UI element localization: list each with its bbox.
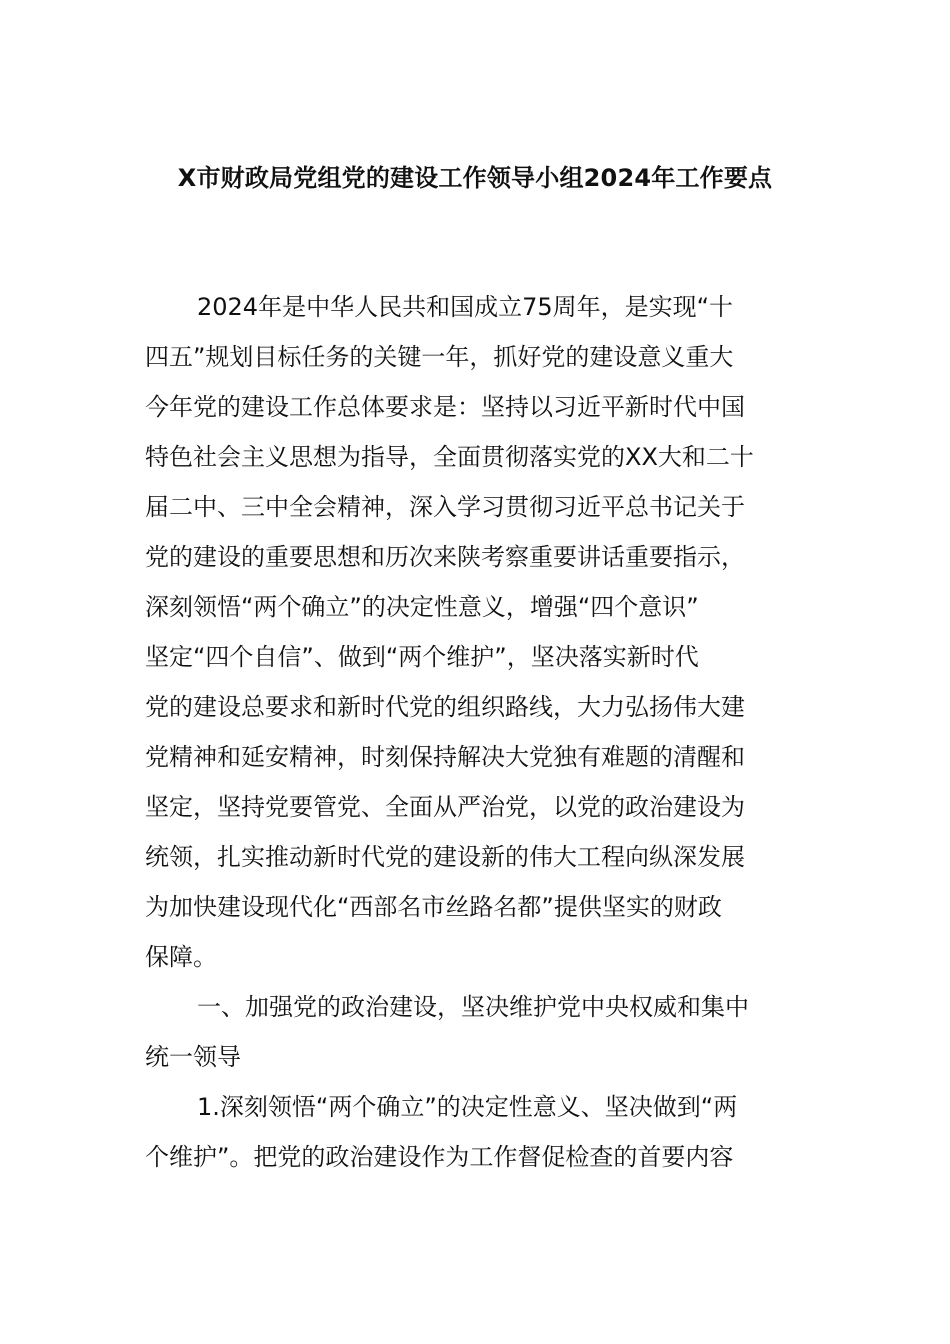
paragraph-line: 坚定，坚持党要管党、全面从严治党，以党的政治建设为	[145, 793, 745, 821]
paragraph-line: 党的建设的重要思想和历次来陕考察重要讲话重要指示，	[145, 543, 745, 571]
paragraph-line: 为加快建设现代化“西部名市丝路名都”提供坚实的财政	[145, 893, 722, 921]
item-line: 个维护”。把党的政治建设作为工作督促检查的首要内容	[145, 1143, 734, 1171]
paragraph-line: 保障。	[145, 943, 217, 971]
section-heading-line: 统一领导	[145, 1043, 241, 1071]
paragraph-line: 2024年是中华人民共和国成立75周年，是实现“十	[197, 293, 734, 321]
paragraph-line: 特色社会主义思想为指导，全面贯彻落实党的XX大和二十	[145, 443, 754, 471]
item-line: 1.深刻领悟“两个确立”的决定性意义、坚决做到“两	[197, 1093, 738, 1121]
paragraph-line: 统领，扎实推动新时代党的建设新的伟大工程向纵深发展	[145, 843, 745, 871]
paragraph-line: 深刻领悟“两个确立”的决定性意义，增强“四个意识”	[145, 593, 699, 621]
document-title: X市财政局党组党的建设工作领导小组2024年工作要点	[177, 164, 773, 192]
section-heading-line: 一、加强党的政治建设，坚决维护党中央权威和集中	[197, 993, 749, 1021]
paragraph-line: 四五”规划目标任务的关键一年，抓好党的建设意义重大	[145, 343, 734, 371]
paragraph-line: 党的建设总要求和新时代党的组织路线，大力弘扬伟大建	[145, 693, 745, 721]
paragraph-line: 坚定“四个自信”、做到“两个维护”，坚决落实新时代	[145, 643, 699, 671]
paragraph-line: 届二中、三中全会精神，深入学习贯彻习近平总书记关于	[145, 493, 745, 521]
paragraph-line: 党精神和延安精神，时刻保持解决大党独有难题的清醒和	[145, 743, 745, 771]
document-body	[145, 282, 810, 1182]
paragraph-line: 今年党的建设工作总体要求是：坚持以习近平新时代中国	[145, 393, 745, 421]
